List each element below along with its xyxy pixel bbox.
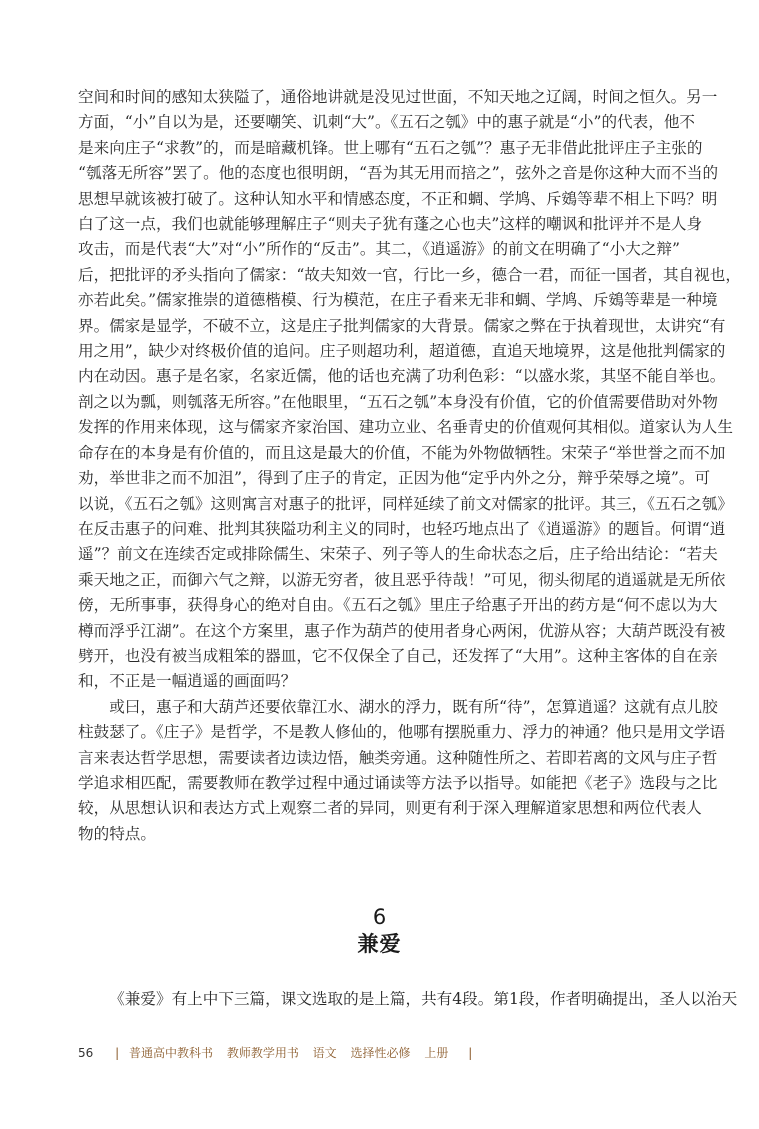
text-line: 是来向庄子“求教”的，而是暗藏机锋。世上哪有“五石之瓠”？惠子无非借此批评庄子主张的	[78, 138, 703, 157]
text-line: 和，不正是一幅逍遥的画面吗？	[78, 672, 297, 691]
text-line: 亦若此矣。”儒家推崇的道德楷模、行为模范，在庄子看来无非和蜩、学鸠、斥鴳等辈是一种境	[78, 291, 718, 310]
text-line: 学追求相匹配，需要教师在教学过程中通过诵读等方法予以指导。如能把《老子》选段与之比	[78, 773, 718, 792]
text-line: 较，从思想认识和表达方式上观察二者的异同，则更有利于深入理解道家思想和两位代表人	[78, 799, 702, 818]
intro-line: 《兼爱》有上中下三篇，课文选取的是上篇，共有4段。第1段，作者明确提出，圣人以治天	[109, 990, 738, 1008]
text-line: 乘天地之正，而御六气之辩，以游无穷者，彼且恶乎待哉！”可见，彻头彻尾的逍遥就是无所依	[78, 570, 726, 589]
text-line: 剖之以为瓢，则瓠落无所容。”在他眼里，“五石之瓠”本身没有价值，它的价值需要借助对外物	[78, 392, 718, 411]
text-line: 遥”？前文在连续否定或排除儒生、宋荣子、列子等人的生命状态之后，庄子给出结论：“若夫	[78, 545, 718, 564]
section-number: 6	[372, 905, 387, 929]
text-line: 劈开，也没有被当成粗笨的器皿，它不仅保全了自己，还发挥了“大用”。这种主客体的自在亲	[78, 646, 718, 665]
paragraph-2	[78, 695, 726, 847]
text-line: 发挥的作用来体现，这与儒家齐家治国、建功立业、名垂青史的价值观何其相似。道家认为人生	[78, 418, 733, 437]
footer-divider: |	[115, 1046, 120, 1060]
footer-subject: 语文	[312, 1046, 337, 1060]
text-line: 以说，《五石之瓠》这则寓言对惠子的批评，同样延续了前文对儒家的批评。其三，《五石之瓠》	[78, 494, 733, 513]
text-line: 后，把批评的矛头指向了儒家：“故夫知效一官，行比一乡，德合一君，而征一国者，其自视也，	[78, 265, 741, 284]
text-line: 攻击，而是代表“大”对“小”所作的“反击”。其二，《逍遥游》的前文在明确了“小大之辩”	[78, 240, 680, 259]
text-line: 在反击惠子的问难、批判其狭隘功利主义的同时，也轻巧地点出了《逍遥游》的题旨。何谓“逍	[78, 519, 726, 538]
text-line: 内在动因。惠子是名家，名家近儒，他的话也充满了功利色彩：“以盛水浆，其坚不能自举也。	[78, 367, 726, 386]
text-line: 或曰，惠子和大葫芦还要依靠江水、湖水的浮力，既有所“待”，怎算逍遥？这就有点儿胶	[109, 697, 718, 716]
footer-volume: 选择性必修	[350, 1046, 411, 1060]
text-line: 柱鼓瑟了。《庄子》是哲学，不是教人修仙的，他哪有摆脱重力、浮力的神通？他只是用文学语	[78, 723, 726, 742]
page-footer	[78, 1044, 478, 1061]
text-line: 思想早就该被打破了。这种认知水平和情感态度，不正和蜩、学鸠、斥鴳等辈不相上下吗？明	[78, 189, 718, 208]
footer-part: 上册	[424, 1046, 449, 1060]
footer-series: 普通高中教科书	[128, 1046, 213, 1060]
footer-book: 教师教学用书	[226, 1046, 299, 1060]
text-line: 方面，“小”自以为是，还要嘲笑、讥刺“大”。《五石之瓠》中的惠子就是“小”的代表，他不	[78, 113, 696, 132]
text-line: 用之用”，缺少对终极价值的追问。庄子则超功利，超道德，直追天地境界，这是他批判儒家的	[78, 342, 726, 361]
paragraph-1	[78, 85, 741, 695]
text-line: 白了这一点，我们也就能够理解庄子“则夫子犹有蓬之心也夫”这样的嘲讽和批评并不是人身	[78, 215, 703, 234]
section-title: 兼爱	[357, 932, 402, 956]
section-heading	[0, 904, 759, 958]
page-number: 56	[78, 1046, 94, 1060]
footer-divider-end: |	[468, 1046, 473, 1060]
text-line: 劝，举世非之而不加沮”，得到了庄子的肯定，正因为他“定乎内外之分，辩乎荣辱之境”。可	[78, 469, 711, 488]
text-line: 傍，无所事事，获得身心的绝对自由。《五石之瓠》里庄子给惠子开出的药方是“何不虑以为大	[78, 596, 718, 615]
body-text	[78, 85, 741, 847]
text-line: 言来表达哲学思想，需要读者边读边悟，触类旁通。这种随性所之、若即若离的文风与庄子哲	[78, 748, 718, 767]
text-line: “瓠落无所容”罢了。他的态度也很明朗，“吾为其无用而掊之”，弦外之音是你这种大而不当的	[78, 164, 719, 183]
text-line: 界。儒家是显学，不破不立，这是庄子批判儒家的大背景。儒家之弊在于执着现世，太讲究“有	[78, 316, 726, 335]
text-line: 樽而浮乎江湖”。在这个方案里，惠子作为葫芦的使用者身心两闲，优游从容；大葫芦既没有被	[78, 621, 726, 640]
text-line: 命存在的本身是有价值的，而且这是最大的价值，不能为外物做牺牲。宋荣子“举世誉之而不加	[78, 443, 726, 462]
section-intro-paragraph	[78, 987, 738, 1012]
text-line: 物的特点。	[78, 824, 156, 843]
text-line: 空间和时间的感知太狭隘了，通俗地讲就是没见过世面，不知天地之辽阔，时间之恒久。另一	[78, 88, 718, 106]
